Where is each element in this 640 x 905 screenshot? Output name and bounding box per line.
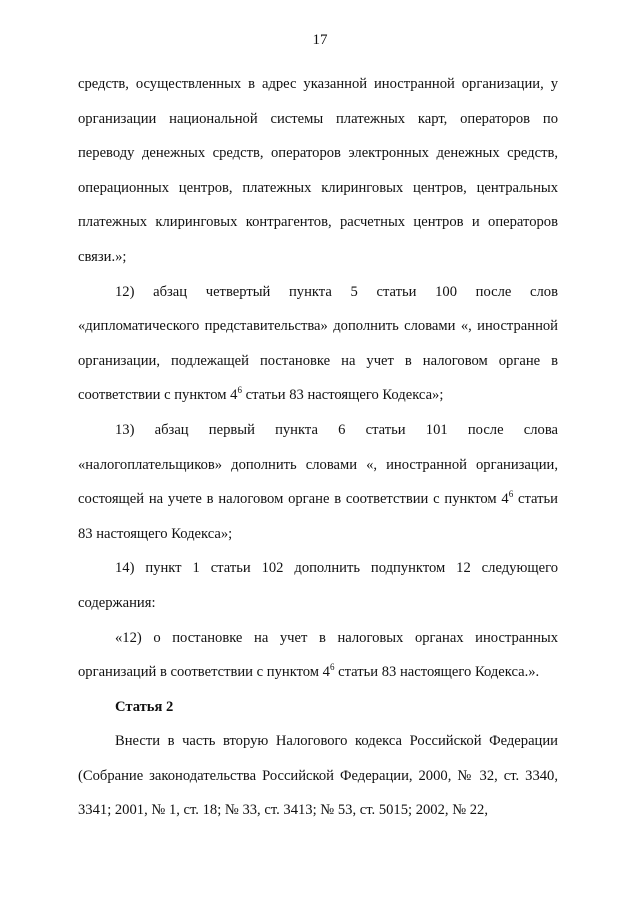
paragraph-article-2 xyxy=(78,724,558,828)
paragraph-text: Внести в часть вторую Налогового кодекса Российской Федерации (Собрание законодательства Российской Федерации, 2000, № 32, ст. 3340, 3341; 2001, № 1, ст. 18; № 33, ст. 3413; № 53, ст. 5015; 2002, № 22, xyxy=(78,733,558,819)
paragraph-text: статьи 83 настоящего Кодекса»; xyxy=(78,491,558,542)
paragraph-item-13 xyxy=(78,413,558,551)
paragraph-text: статьи 83 настоящего Кодекса.». xyxy=(334,664,540,681)
paragraph-text: статьи 83 настоящего Кодекса»; xyxy=(241,387,444,404)
paragraph-continuation xyxy=(78,67,558,275)
paragraph-text: 14) пункт 1 статьи 102 дополнить подпунктом 12 следующего содержания: xyxy=(78,560,558,611)
paragraph-item-14 xyxy=(78,551,558,620)
paragraph-text: средств, осуществленных в адрес указанной иностранной организации, у организации национальной системы платежных карт, операторов по переводу денежных средств, операторов электронных денежных средств, операционных центров, платежных клиринговых центров, центральных платежных клиринговых контрагентов, расчетных центров и операторов связи.»; xyxy=(78,76,558,265)
page-number: 17 xyxy=(312,32,328,48)
paragraph-text: 12) абзац четвертый пункта 5 статьи 100 после слов «дипломатического представительства» дополнить словами «, иностранной организации, подлежащей постановке на учет в налоговом органе в соответствии с пунктом 4 xyxy=(78,283,558,404)
paragraph-item-12 xyxy=(78,275,558,413)
article-heading: Статья 2 xyxy=(115,698,174,715)
paragraph-item-14-quote xyxy=(78,621,558,690)
paragraph-text: 13) абзац первый пункта 6 статьи 101 после слова «налогоплательщиков» дополнить словами «, иностранной организации, состоящей на учете в налоговом органе в соответствии с пунктом 4 xyxy=(78,421,558,508)
document-body xyxy=(78,67,558,828)
superscript-6: 6 xyxy=(237,385,242,396)
superscript-6: 6 xyxy=(508,489,514,500)
paragraph-text: «12) о постановке на учет в налоговых органах иностранных организаций в соответствии с пунктом 4 xyxy=(78,629,558,681)
superscript-6: 6 xyxy=(329,662,335,673)
